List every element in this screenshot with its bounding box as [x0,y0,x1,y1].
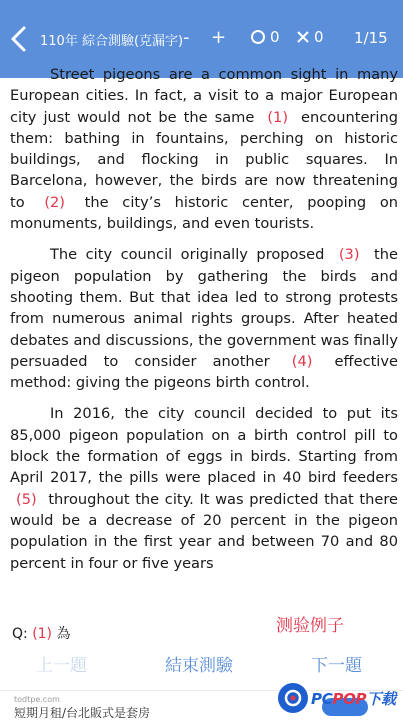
logo-icon [278,683,308,713]
question-number: (1) [32,626,53,642]
passage-text: throughout the city. It was predicted that there would be a decrease of 20 percent in the pigeon population in the first year and between 70 and 80 percent in four or five years [10,490,398,572]
paragraph-3 [10,403,398,573]
decrease-font-button[interactable]: - [183,27,190,48]
next-question-button[interactable]: 下一題 [311,656,362,676]
correct-counter [250,28,280,46]
paragraph-1 [10,64,398,234]
cross-icon [296,30,310,44]
blank-1[interactable]: (1) [267,108,289,126]
wrong-counter [296,28,324,46]
question-suffix: 為 [52,626,71,642]
logo-text-c: 下载 [366,689,396,708]
ad-text: 短期月租/台北販式是套房 [14,706,151,720]
logo-text-a: PC [311,689,333,708]
question-prompt [12,623,70,643]
passage-text: Street pigeons are a common sight in many European cities. In fact, a visit to a major European city just would not be the same [10,66,398,126]
blank-2[interactable]: (2) [44,193,66,211]
logo-text-b: POP [332,689,367,708]
overlay-caption: 测验例子 [276,616,344,636]
wrong-count: 0 [314,28,324,46]
blank-3[interactable]: (3) [338,246,360,264]
logo-text [311,688,396,709]
passage-text: encountering them: bathing in fountains, perching on historic buildings, and flocking in public squares. In Barcelona, however, the birds are now threatening to [10,108,398,211]
passage-text: The city council originally proposed [50,246,333,264]
passage [10,64,398,584]
question-prefix: Q: [12,626,33,642]
passage-text: the pigeon population by gathering the birds and shooting them. But that idea led to strong protests from numerous animal rights groups. After heated debates and discussions, the government was finally persuaded to consider another [10,246,398,370]
correct-count: 0 [270,28,280,46]
circle-icon [250,29,266,45]
bottom-navigation [0,651,403,679]
increase-font-button[interactable]: + [211,27,227,48]
page-indicator: 1/15 [354,29,388,47]
site-logo [278,680,396,716]
blank-5[interactable]: (5) [16,490,37,508]
passage-text: the city’s historic center, pooping on monuments, buildings, and even tourists. [10,193,398,233]
quiz-title: 110年 綜合測驗(克漏字) [40,33,184,49]
passage-text: In 2016, the city council decided to put its 85,000 pigeon population on a birth control pill to block the formation of eggs in birds. Starting from April 2017, the pills were placed in 40 bird feeders [10,405,398,487]
chevron-left-icon [10,26,28,52]
blank-4[interactable]: (4) [291,352,313,370]
previous-question-button[interactable]: 上一題 [36,656,87,676]
finish-quiz-button[interactable]: 結束測驗 [165,656,233,676]
passage-text: effective method: giving the pigeons birth control. [10,352,398,392]
paragraph-2 [10,244,398,393]
ad-domain: todtpe.com [14,695,60,704]
